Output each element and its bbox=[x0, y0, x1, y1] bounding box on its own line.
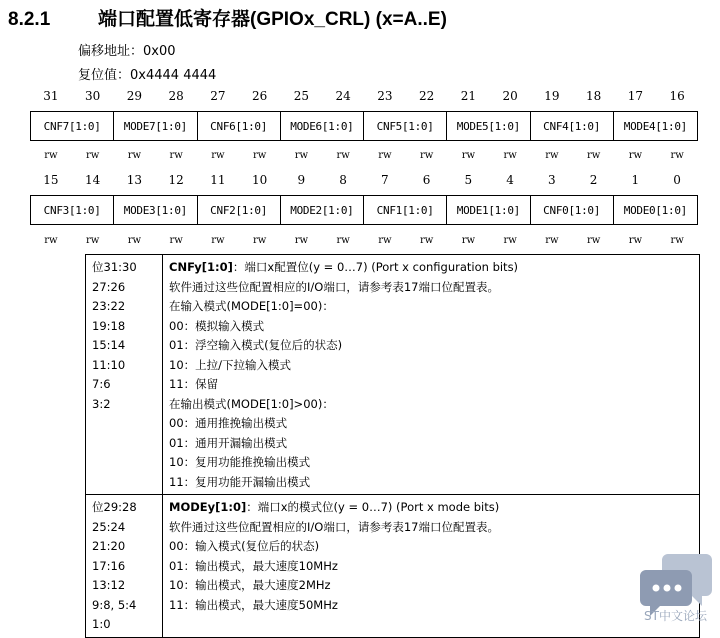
bit-number: 19 bbox=[544, 89, 560, 103]
bit-number: 22 bbox=[418, 89, 435, 103]
bit-number: 8 bbox=[339, 173, 347, 187]
bit-position: 3:2 bbox=[92, 396, 111, 411]
access-type: rw bbox=[586, 235, 601, 246]
description-line: 00：通用推挽输出模式 bbox=[169, 416, 288, 430]
section-title: 端口配置低寄存器(GPIOx_CRL) (x=A..E) bbox=[98, 9, 447, 30]
register-field: MODE1[1:0] bbox=[447, 196, 530, 224]
cnf-description-row bbox=[86, 255, 700, 495]
register-field: CNF2[1:0] bbox=[198, 196, 281, 224]
access-type: rw bbox=[419, 235, 434, 246]
bit-position: 23:22 bbox=[92, 299, 126, 313]
access-type: rw bbox=[378, 150, 392, 161]
cnf-summary: ：端口x配置位(y = 0…7) (Port x configuration bits) bbox=[232, 260, 519, 274]
access-type: rw bbox=[670, 235, 684, 246]
register-field: CNF4[1:0] bbox=[531, 112, 614, 140]
watermark-text: ST中文论坛 bbox=[644, 609, 707, 623]
access-type: rw bbox=[252, 150, 267, 161]
register-field: CNF0[1:0] bbox=[531, 196, 614, 224]
register-field: MODE6[1:0] bbox=[281, 112, 364, 140]
upper-access-row bbox=[30, 150, 698, 161]
description-line: 软件通过这些位配置相应的I/O端口，请参考表17端口位配置表。 bbox=[169, 279, 499, 294]
bit-number: 18 bbox=[585, 89, 602, 103]
bit-number: 12 bbox=[168, 173, 184, 187]
access-type: rw bbox=[44, 150, 58, 161]
access-type: rw bbox=[378, 235, 392, 246]
access-type: rw bbox=[127, 235, 142, 246]
access-type: rw bbox=[419, 150, 434, 161]
offset-value: 0x00 bbox=[143, 44, 176, 59]
access-type: rw bbox=[294, 150, 309, 161]
register-field: MODE5[1:0] bbox=[447, 112, 530, 140]
bit-number: 31 bbox=[43, 89, 59, 103]
cnf-bit-positions bbox=[86, 255, 163, 495]
bit-position: 位31:30 bbox=[92, 260, 137, 274]
description-line: 10：复用功能推挽输出模式 bbox=[169, 455, 311, 469]
bit-position: 7:6 bbox=[92, 377, 111, 391]
bit-number: 14 bbox=[84, 173, 101, 187]
access-type: rw bbox=[503, 150, 517, 161]
bit-position: 9:8, 5:4 bbox=[92, 597, 137, 612]
upper-bit-numbers bbox=[30, 89, 698, 103]
offset-label: 偏移地址： bbox=[78, 44, 144, 59]
bit-position: 27:26 bbox=[92, 279, 126, 294]
access-type: rw bbox=[169, 235, 183, 246]
access-type: rw bbox=[85, 235, 100, 246]
access-type: rw bbox=[127, 150, 142, 161]
bit-number: 23 bbox=[377, 89, 393, 103]
mode-summary: ：端口x的模式位(y = 0…7) (Port x mode bits) bbox=[246, 500, 500, 514]
mode-bit-positions bbox=[86, 495, 163, 638]
access-type: rw bbox=[211, 235, 225, 246]
register-field: CNF3[1:0] bbox=[31, 196, 114, 224]
bit-number: 9 bbox=[297, 173, 306, 187]
section-number: 8.2.1 bbox=[8, 9, 51, 30]
access-type: rw bbox=[44, 235, 58, 246]
bit-position: 11:10 bbox=[92, 357, 126, 372]
access-type: rw bbox=[461, 235, 476, 246]
mode-field-name: MODEy[1:0] bbox=[169, 500, 247, 514]
bit-number: 10 bbox=[251, 173, 268, 187]
access-type: rw bbox=[670, 150, 684, 161]
bit-number: 25 bbox=[293, 89, 310, 103]
bit-number: 17 bbox=[627, 89, 644, 103]
bit-position: 13:12 bbox=[92, 578, 126, 592]
register-field: MODE7[1:0] bbox=[114, 112, 197, 140]
bit-position: 19:18 bbox=[92, 318, 126, 333]
description-line: 00：模拟输入模式 bbox=[169, 318, 265, 333]
register-field: CNF7[1:0] bbox=[31, 112, 114, 140]
reset-label: 复位值： bbox=[78, 68, 131, 83]
upper-register-row bbox=[30, 111, 698, 141]
lower-bit-numbers bbox=[30, 173, 698, 187]
section-heading bbox=[8, 4, 447, 31]
access-type: rw bbox=[211, 150, 225, 161]
register-field: CNF1[1:0] bbox=[364, 196, 447, 224]
bit-number: 16 bbox=[669, 89, 685, 103]
access-type: rw bbox=[545, 235, 559, 246]
bit-number: 5 bbox=[464, 173, 473, 187]
description-line: 11：保留 bbox=[169, 377, 219, 391]
description-line: 在输入模式(MODE[1:0]=00)： bbox=[169, 299, 334, 313]
bit-number: 27 bbox=[210, 89, 226, 103]
access-type: rw bbox=[628, 150, 643, 161]
access-type: rw bbox=[336, 235, 350, 246]
bit-position: 25:24 bbox=[92, 519, 126, 534]
access-type: rw bbox=[503, 235, 517, 246]
bit-number: 29 bbox=[126, 89, 143, 103]
register-field: MODE2[1:0] bbox=[281, 196, 364, 224]
access-type: rw bbox=[336, 150, 350, 161]
bit-number: 26 bbox=[251, 89, 268, 103]
access-type: rw bbox=[586, 150, 601, 161]
bit-position: 15:14 bbox=[92, 338, 126, 352]
description-line: 00：输入模式(复位后的状态) bbox=[169, 539, 320, 553]
access-type: rw bbox=[169, 150, 183, 161]
description-line: 10：输出模式，最大速度2MHz bbox=[169, 578, 331, 592]
bit-number: 2 bbox=[589, 173, 598, 187]
reset-val: 0x4444 4444 bbox=[130, 68, 217, 83]
description-line: 10：上拉/下拉输入模式 bbox=[169, 357, 292, 372]
register-field: CNF6[1:0] bbox=[198, 112, 281, 140]
bit-position: 17:16 bbox=[92, 558, 126, 573]
access-type: rw bbox=[628, 235, 643, 246]
bit-number: 3 bbox=[548, 173, 556, 187]
bit-number: 4 bbox=[506, 173, 514, 187]
bit-position: 位29:28 bbox=[92, 500, 137, 514]
description-line: 01：通用开漏输出模式 bbox=[169, 435, 288, 450]
bit-position: 1:0 bbox=[92, 617, 111, 631]
access-type: rw bbox=[252, 235, 267, 246]
description-line: 11：输出模式，最大速度50MHz bbox=[169, 597, 338, 612]
access-type: rw bbox=[461, 150, 476, 161]
bit-number: 11 bbox=[210, 173, 226, 187]
bit-number: 20 bbox=[502, 89, 518, 103]
cnf-field-name: CNFy[1:0] bbox=[169, 260, 233, 274]
bit-number: 1 bbox=[631, 173, 640, 187]
bit-number: 21 bbox=[460, 89, 477, 103]
access-type: rw bbox=[545, 150, 559, 161]
access-type: rw bbox=[294, 235, 309, 246]
cnf-description bbox=[163, 255, 700, 495]
description-line: 01：浮空输入模式(复位后的状态) bbox=[169, 338, 343, 352]
bit-number: 15 bbox=[43, 173, 59, 187]
register-field: MODE3[1:0] bbox=[114, 196, 197, 224]
register-field: CNF5[1:0] bbox=[364, 112, 447, 140]
bit-description-table bbox=[85, 254, 700, 638]
bit-number: 13 bbox=[126, 173, 143, 187]
bit-number: 7 bbox=[381, 173, 389, 187]
description-line: 01：输出模式，最大速度10MHz bbox=[169, 558, 338, 573]
bit-number: 30 bbox=[84, 89, 101, 103]
lower-access-row bbox=[30, 235, 698, 246]
bit-number: 0 bbox=[673, 173, 681, 187]
offset-address bbox=[78, 40, 176, 59]
mode-description bbox=[163, 495, 700, 638]
mode-description-row bbox=[86, 495, 700, 638]
description-line: 11：复用功能开漏输出模式 bbox=[169, 474, 311, 489]
register-field: MODE0[1:0] bbox=[623, 203, 687, 217]
register-field: MODE4[1:0] bbox=[623, 119, 687, 133]
description-line: 在输出模式(MODE[1:0]>00)： bbox=[169, 396, 334, 411]
access-type: rw bbox=[85, 150, 100, 161]
bit-number: 6 bbox=[422, 173, 431, 187]
bit-number: 28 bbox=[168, 89, 184, 103]
description-line: 软件通过这些位配置相应的I/O端口，请参考表17端口位配置表。 bbox=[169, 519, 499, 534]
reset-value bbox=[78, 64, 216, 83]
lower-register-row bbox=[30, 195, 698, 225]
bit-position: 21:20 bbox=[92, 539, 126, 553]
bit-number: 24 bbox=[335, 89, 351, 103]
